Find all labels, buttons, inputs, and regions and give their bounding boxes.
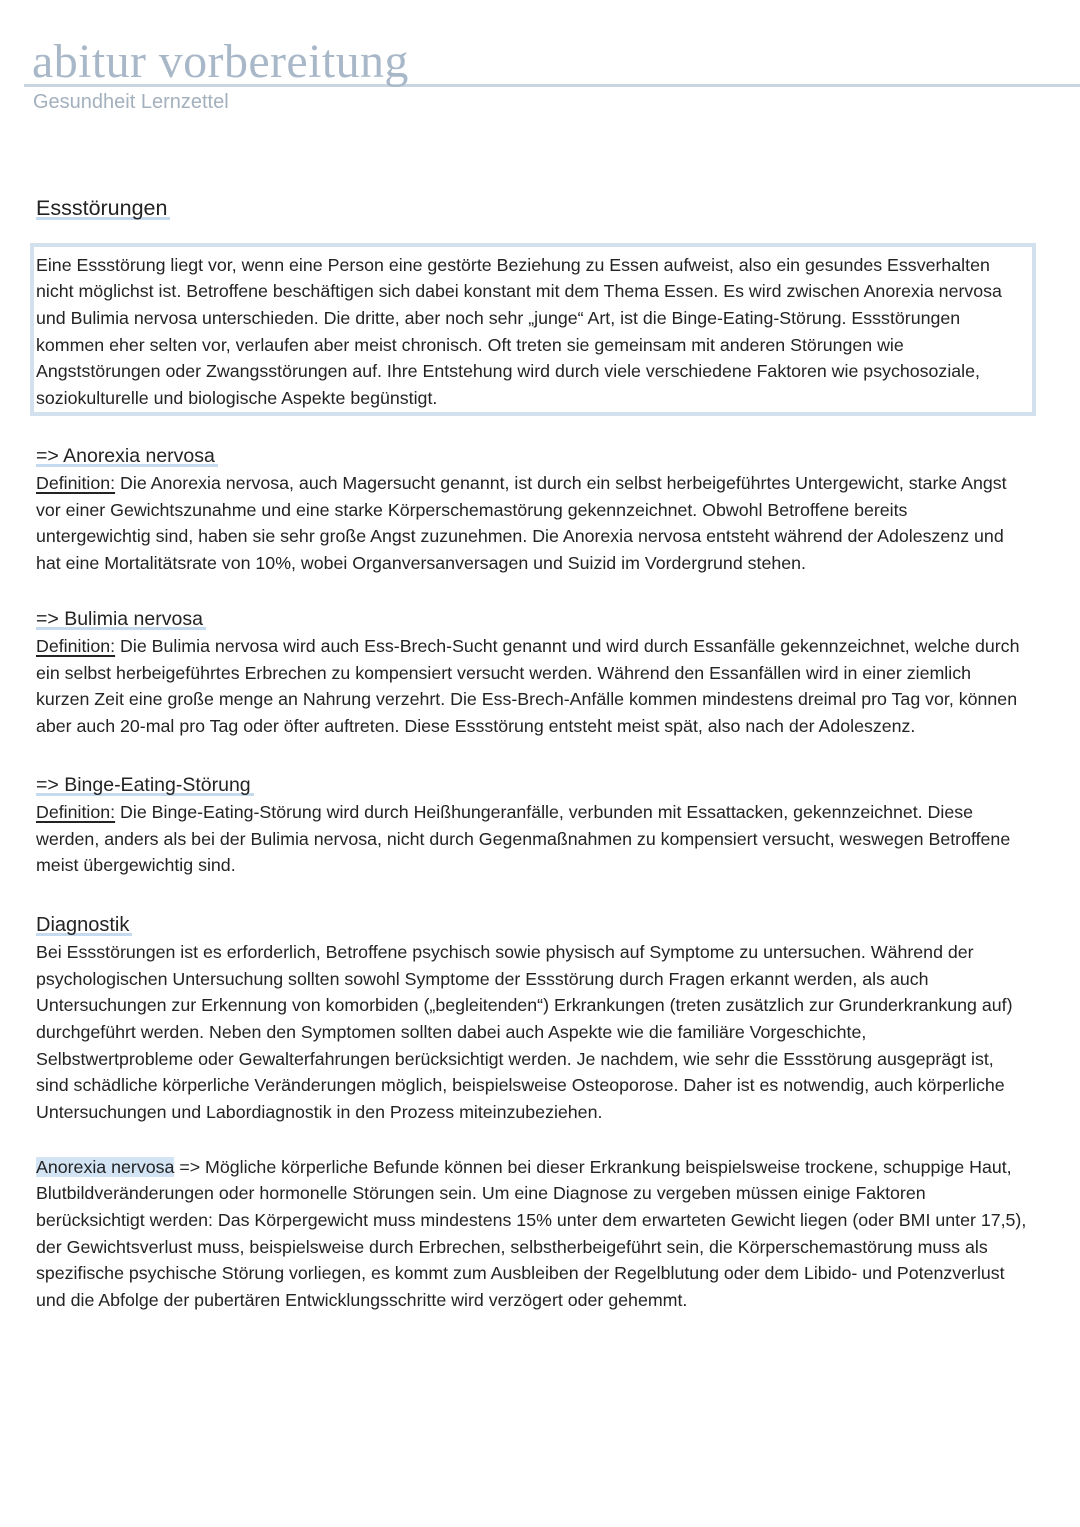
text-line: Untersuchungen und Labordiagnostik in den Prozess miteinzubeziehen. [36,1102,603,1123]
text-line: Bei Essstörungen ist es erforderlich, Betroffene psychisch sowie physisch auf Symptome zu untersuchen. Während der [36,942,974,962]
section-heading-text: Diagnostik [36,914,132,936]
text-line: meist übergewichtig sind. [36,855,236,876]
text-line: und Bulimia nervosa unterschieden. Die dritte, aber noch sehr „junge“ Art, ist die Binge-Eating-Störung. Essstörungen [36,308,961,329]
section-anorexia [36,442,1066,577]
definition-label: Definition: [36,802,116,822]
text-fragment: => Mögliche körperliche Befunde können bei dieser Erkrankung beispielsweise trockene, schuppige Haut, [179,1156,1012,1177]
text-line: ein selbst herbeigeführtes Erbrechen zu kompensiert versucht werden. Während den Essanfällen wird in einer ziemlich [36,662,971,683]
text-line: der Gewichtsverlust muss, beispielsweise durch Erbrechen, selbstherbeigeführt sein, die Körperschemastörung muss als [36,1236,988,1257]
text-fragment: Die Bulimia nervosa wird auch Ess-Brech-Sucht genannt und wird durch Essanfälle gekennzeichnet, welche durch [120,636,1020,656]
text-line: Angststörungen oder Zwangsstörungen auf. Ihre Entstehung wird durch viele verschiedene Faktoren wie psychosoziale, [36,361,980,382]
section-diagnostik [36,911,1066,1126]
text-line: sind schädliche körperliche Veränderungen möglich, beispielsweise Osteoporose. Daher ist es notwendig, auch körperliche [36,1075,1005,1096]
intro-heading [36,194,170,222]
text-line: hat eine Mortalitätsrate von 10%, wobei Organversanversagen und Suizid im Vordergrund stehen. [36,553,806,574]
intro-box [30,243,1036,416]
section-heading-text: => Binge-Eating-Störung [36,774,254,796]
text-line: berücksichtigt werden: Das Körpergewicht muss mindestens 15% unter dem erwarteten Gewicht liegen (oder BMI unter 17,5), [36,1210,1027,1231]
text-line: kommen eher selten vor, verlaufen aber meist chronisch. Oft treten sie gemeinsam mit anderen Störungen wie [36,334,904,355]
section-heading [36,771,1066,799]
section-heading [36,911,1066,939]
intro-heading-text: Essstörungen [36,196,170,220]
text-line: Untersuchungen zur Erkennung von komorbiden („begleitenden“) Erkrankungen (treten zusätzlich zur Grunderkrankung auf) [36,995,1013,1016]
text-line: Eine Essstörung liegt vor, wenn eine Person eine gestörte Beziehung zu Essen aufweist, also ein gesundes Essverhalten [36,254,990,275]
definition-label: Definition: [36,636,116,656]
definition-label: Definition: [36,473,116,493]
highlighted-term: Anorexia nervosa [36,1156,175,1177]
section-heading-text: => Bulimia nervosa [36,608,206,630]
text-fragment: Die Binge-Eating-Störung wird durch Heißhungeranfälle, verbunden mit Essattacken, gekennzeichnet. Diese [120,802,974,822]
definition-line [36,799,1066,826]
text-line: werden, anders als bei der Bulimia nervosa, nicht durch Gegenmaßnahmen zu kompensiert versucht, weswegen Betroffene [36,828,1011,849]
section-heading [36,442,1066,470]
text-line: vor einer Gewichtszunahme und eine starke Körperschemastörung gekennzeichnet. Obwohl Betroffene bereits [36,499,908,520]
section-heading [36,605,1066,633]
text-line: untergewichtig sind, haben sie sehr große Angst zuzunehmen. Die Anorexia nervosa entsteht während der Adoleszenz und [36,526,1004,547]
text-line: und die Abfolge der pubertären Entwicklungsschritte wird verzögert oder gehemmt. [36,1290,688,1311]
section-bulimia [36,605,1066,740]
text-line: Blutbildveränderungen oder hormonelle Störungen sein. Um eine Diagnose zu vergeben müssen einige Faktoren [36,1183,926,1204]
section-heading-text: => Anorexia nervosa [36,445,218,467]
definition-line [36,470,1066,497]
text-line: Selbstwertprobleme oder Gewalterfahrungen berücksichtigt werden. Je nachdem, wie sehr die Essstörung ausgeprägt ist, [36,1048,994,1069]
text-line: durchgeführt werden. Neben den Symptomen sollten dabei auch Aspekte wie die familiäre Vorgeschichte, [36,1022,867,1043]
document-title: abitur vorbereitung [32,35,409,88]
diagnosis-first-line [36,1154,1066,1181]
text-line: psychologischen Untersuchung sollten sowohl Symptome der Essstörung durch Fragen erkannt werden, als auch [36,968,929,989]
section-anorexia-diagnosis [36,1154,1066,1314]
text-fragment: Die Anorexia nervosa, auch Magersucht genannt, ist durch ein selbst herbeigeführtes Untergewicht, starke Angst [120,473,1007,493]
text-line: soziokulturelle und biologische Aspekte begünstigt. [36,388,438,409]
section-binge-eating [36,771,1066,879]
text-line: spezifische psychische Störung vorliegen, es kommt zum Ausbleiben der Regelblutung oder dem Libido- und Potenzverlust [36,1263,1005,1284]
document-subtitle: Gesundheit Lernzettel [33,91,229,113]
text-line: kurzen Zeit eine große menge an Nahrung verzehrt. Die Ess-Brech-Anfälle kommen mindestens dreimal pro Tag vor, können [36,689,1018,710]
text-line: aber auch 20-mal pro Tag oder öfter auftreten. Diese Essstörung entsteht meist spät, also nach der Adoleszenz. [36,716,916,737]
text-line: nicht möglichst ist. Betroffene beschäftigen sich dabei konstant mit dem Thema Essen. Es wird zwischen Anorexia nervosa [36,281,1002,302]
definition-line [36,633,1066,660]
